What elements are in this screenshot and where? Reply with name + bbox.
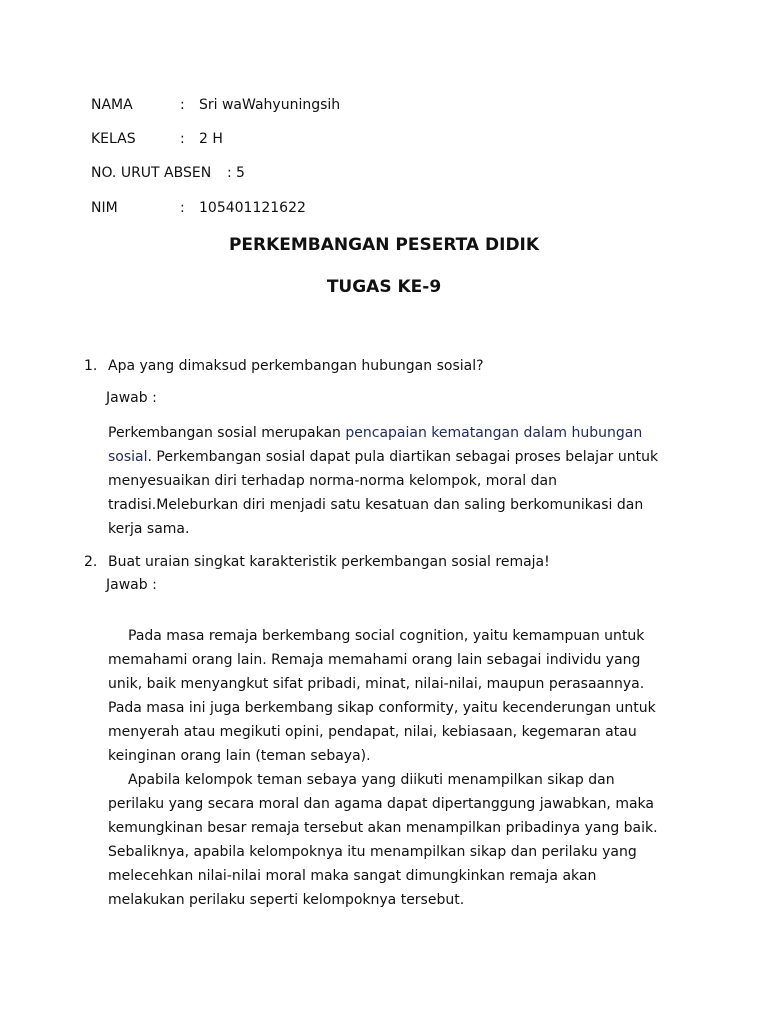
kelas-colon: : bbox=[180, 131, 185, 147]
answer-2-paragraph-2 bbox=[108, 768, 670, 912]
kelas-value: 2 H bbox=[199, 131, 223, 147]
answer-2-paragraph-1 bbox=[108, 624, 670, 768]
absen-colon: : bbox=[227, 165, 232, 181]
answer-1-highlight: pencapaian kematangan dalam hubungan sosial bbox=[108, 425, 643, 465]
document-subtitle: TUGAS KE-9 bbox=[326, 277, 442, 297]
question-1 bbox=[0, 356, 768, 376]
question-1-text: Apa yang dimaksud perkembangan hubungan sosial? bbox=[108, 358, 484, 374]
nim-label: NIM bbox=[91, 200, 118, 216]
nama-label: NAMA bbox=[91, 97, 133, 113]
nama-colon: : bbox=[180, 97, 185, 113]
question-2-answer bbox=[108, 624, 670, 912]
question-1-answer-label: Jawab : bbox=[106, 390, 157, 406]
absen-label: NO. URUT ABSEN bbox=[91, 165, 212, 181]
question-2-number: 2. bbox=[84, 554, 98, 570]
question-1-number: 1. bbox=[84, 358, 98, 374]
answer-1-prefix: Perkembangan sosial merupakan bbox=[108, 425, 346, 441]
nim-value: 105401121622 bbox=[199, 200, 306, 216]
nim-colon: : bbox=[180, 200, 185, 216]
answer-2-paragraph-1-text: Pada masa remaja berkembang social cognition, yaitu kemampuan untuk memahami orang lain. Remaja memahami orang lain sebagai individu yang unik, baik menyangkut sifat pribadi, minat, nilai-nilai, maupun perasaannya. Pada masa ini juga berkembang sikap conformity, yaitu kecenderungan untuk menyerah atau megikuti opini, pendapat, nilai, kebiasaan, kegemaran atau keinginan orang lain (teman sebaya). bbox=[108, 628, 656, 764]
question-2-answer-label: Jawab : bbox=[106, 577, 157, 593]
kelas-label: KELAS bbox=[91, 131, 136, 147]
nama-value: Sri waWahyuningsih bbox=[199, 97, 341, 113]
absen-value: 5 bbox=[236, 165, 245, 181]
question-2-text: Buat uraian singkat karakteristik perkembangan sosial remaja! bbox=[108, 554, 550, 570]
question-2 bbox=[0, 552, 768, 572]
answer-1-rest: . Perkembangan sosial dapat pula diartikan sebagai proses belajar untuk menyesuaikan diri terhadap norma-norma kelompok, moral dan tradisi.Meleburkan diri menjadi satu kesatuan dan saling berkomunikasi dan kerja sama. bbox=[108, 449, 659, 537]
question-1-answer bbox=[108, 421, 668, 541]
answer-2-paragraph-2-text: Apabila kelompok teman sebaya yang diikuti menampilkan sikap dan perilaku yang secara moral dan agama dapat dipertanggung jawabkan, maka kemungkinan besar remaja tersebut akan menampilkan pribadinya yang baik. Sebaliknya, apabila kelompoknya itu menampilkan sikap dan perilaku yang melecehkan nilai-nilai moral maka sangat dimungkinkan remaja akan melakukan perilaku seperti kelompoknya tersebut. bbox=[108, 772, 658, 908]
document-title: PERKEMBANGAN PESERTA DIDIK bbox=[228, 235, 540, 255]
